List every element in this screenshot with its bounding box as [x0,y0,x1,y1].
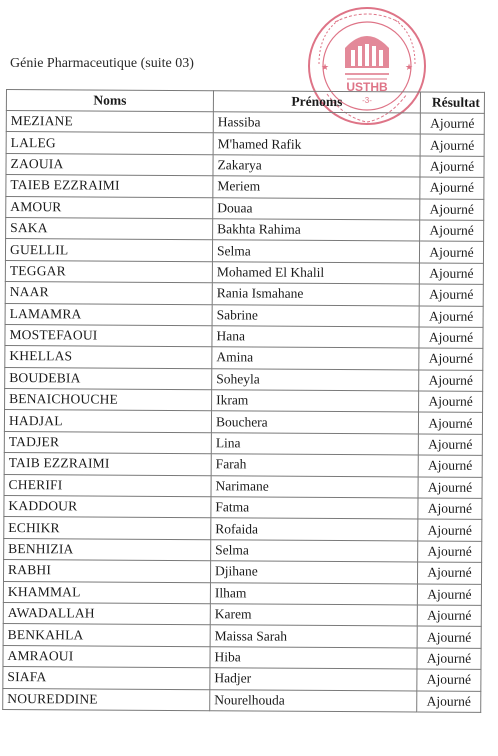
cell-resultat: Ajourné [420,113,484,135]
svg-text:-3-: -3- [362,96,372,105]
cell-resultat: Ajourné [417,691,481,713]
cell-prenom: Karem [210,604,417,627]
cell-resultat: Ajourné [418,541,482,563]
cell-resultat: Ajourné [419,327,483,349]
cell-resultat: Ajourné [419,263,483,285]
cell-nom: NOUREDDINE [3,688,210,711]
svg-text:USTHB: USTHB [346,80,388,94]
table-row [5,324,483,348]
table-row [5,260,483,284]
table-row [4,517,482,541]
cell-nom: RABHI [3,560,210,583]
cell-nom: MEZIANE [6,111,213,134]
cell-resultat: Ajourné [418,519,482,541]
cell-resultat: Ajourné [418,498,482,520]
cell-resultat: Ajourné [420,177,484,199]
cell-nom: SAKA [6,217,213,240]
table-row [6,217,484,241]
table-header-row [6,90,484,114]
svg-text:★: ★ [321,62,330,72]
cell-resultat: Ajourné [417,626,481,648]
table-row [6,153,484,177]
cell-prenom: Douaa [213,197,420,220]
cell-nom: TADJER [4,431,211,454]
cell-nom: MOSTEFAOUI [5,324,212,347]
cell-resultat: Ajourné [418,412,482,434]
cell-nom: AWADALLAH [3,602,210,625]
cell-prenom: Selma [212,240,419,263]
table-row [4,538,482,562]
header-noms: Noms [6,90,213,112]
table-row [6,111,484,135]
table-row [6,175,484,199]
table-row [5,346,483,370]
cell-nom: KHELLAS [5,346,212,369]
table-row [3,645,481,669]
cell-prenom: Rania Ismahane [212,283,419,306]
cell-prenom: Fatma [211,497,418,520]
header-resultat: Résultat [420,92,484,113]
cell-resultat: Ajourné [417,584,481,606]
cell-prenom: Sabrine [212,304,419,327]
cell-prenom: Soheyla [212,368,419,391]
cell-resultat: Ajourné [419,241,483,263]
page-subtitle: Génie Pharmaceutique (suite 03) [10,56,194,71]
results-table [2,89,485,713]
cell-prenom: Ikram [212,390,419,413]
cell-resultat: Ajourné [419,306,483,328]
cell-resultat: Ajourné [418,477,482,499]
cell-prenom: M'hamed Rafik [213,133,420,156]
cell-prenom: Selma [211,540,418,563]
cell-prenom: Zakarya [213,155,420,178]
table-row [4,474,482,498]
table-row [4,410,482,434]
cell-prenom: Hana [212,326,419,349]
cell-nom: CHERIFI [4,474,211,497]
cell-resultat: Ajourné [417,648,481,670]
table-row [5,367,483,391]
header-prenoms: Prénoms [213,91,420,113]
cell-resultat: Ajourné [417,669,481,691]
cell-resultat: Ajourné [417,605,481,627]
cell-prenom: Mohamed El Khalil [212,261,419,284]
table-row [4,431,482,455]
table-row [4,496,482,520]
cell-prenom: Bouchera [211,411,418,434]
cell-nom: BENAICHOUCHE [5,389,212,412]
table-row [3,581,481,605]
table-row [5,303,483,327]
cell-nom: BENKAHLA [3,624,210,647]
table-row [3,602,481,626]
cell-nom: NAAR [5,282,212,305]
cell-resultat: Ajourné [419,348,483,370]
cell-resultat: Ajourné [419,391,483,413]
cell-nom: LALEG [6,132,213,155]
cell-nom: BOUDEBIA [5,367,212,390]
cell-prenom: Meriem [213,176,420,199]
cell-resultat: Ajourné [418,455,482,477]
table-row [3,688,481,712]
cell-nom: HADJAL [4,410,211,433]
cell-nom: ECHIKR [4,517,211,540]
cell-nom: TAIEB EZZRAIMI [6,175,213,198]
table-row [3,560,481,584]
cell-nom: BENHIZIA [4,538,211,561]
cell-nom: ZAOUIA [6,153,213,176]
cell-prenom: Hiba [210,647,417,670]
cell-nom: TAIB EZZRAIMI [4,453,211,476]
cell-nom: AMRAOUI [3,645,210,668]
table-row [3,667,481,691]
table-row [5,282,483,306]
table-row [5,389,483,413]
cell-resultat: Ajourné [417,562,481,584]
cell-prenom: Narimane [211,475,418,498]
cell-resultat: Ajourné [420,156,484,178]
table-row [4,453,482,477]
table-row [5,239,483,263]
cell-nom: GUELLIL [5,239,212,262]
cell-prenom: Farah [211,454,418,477]
cell-nom: AMOUR [6,196,213,219]
cell-resultat: Ajourné [420,199,484,221]
cell-prenom: Nourelhouda [210,689,417,712]
cell-prenom: Amina [212,347,419,370]
svg-text:★: ★ [405,62,414,72]
cell-resultat: Ajourné [420,134,484,156]
table-row [6,132,484,156]
cell-prenom: Bakhta Rahima [213,219,420,242]
cell-nom: KADDOUR [4,496,211,519]
cell-resultat: Ajourné [418,434,482,456]
cell-resultat: Ajourné [419,370,483,392]
cell-nom: LAMAMRA [5,303,212,326]
cell-prenom: Hadjer [210,668,417,691]
cell-prenom: Lina [211,433,418,456]
cell-nom: KHAMMAL [3,581,210,604]
cell-prenom: Hassiba [213,112,420,135]
cell-resultat: Ajourné [420,220,484,242]
cell-nom: TEGGAR [5,260,212,283]
cell-prenom: Maissa Sarah [210,625,417,648]
cell-prenom: Rofaida [211,518,418,541]
cell-nom: SIAFA [3,667,210,690]
cell-prenom: Ilham [210,582,417,605]
table-row [6,196,484,220]
cell-prenom: Djihane [210,561,417,584]
cell-resultat: Ajourné [419,284,483,306]
table-row [3,624,481,648]
